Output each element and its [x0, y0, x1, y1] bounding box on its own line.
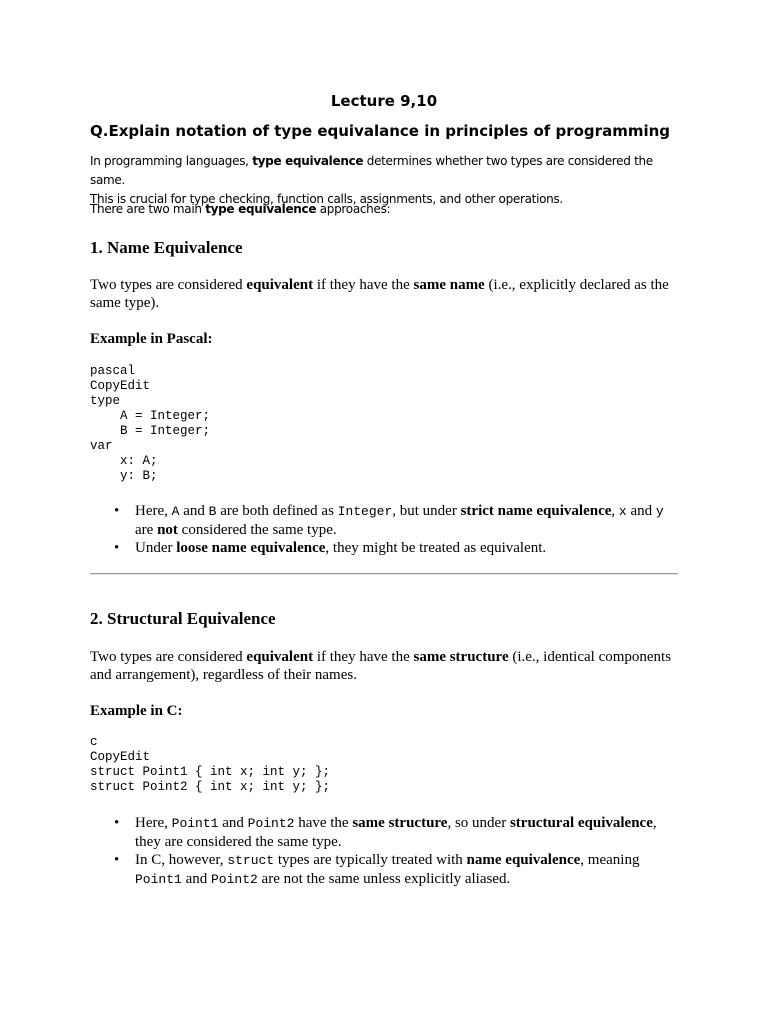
document-title: Lecture 9,10 — [330, 92, 438, 110]
structural-equivalence-description: Two types are considered equivalent if they have the same structure (i.e., identical components and arrangement), regardless of their names. — [90, 649, 672, 683]
list-item: • Here, A and B are both defined as Integer, but under strict name equivalence, x and y are not considered the same type. — [90, 502, 678, 539]
approaches-paragraph: There are two main type equivalence approaches: — [90, 202, 391, 216]
section-heading-name-equivalence: 1. Name Equivalence — [90, 238, 243, 257]
intro-paragraph: In programming languages, type equivalence determines whether two types are considered the same. This is crucial for type checking, function calls, assignments, and other operations. — [90, 154, 653, 206]
code-block-pascal: pascal CopyEdit type A = Integer; B = Integer; var x: A; y: B; — [90, 364, 211, 483]
list-item: • Under loose name equivalence, they might be treated as equivalent. — [90, 539, 678, 557]
example-heading-pascal: Example in Pascal: — [90, 331, 213, 347]
section-divider — [90, 573, 678, 575]
list-item: • Here, Point1 and Point2 have the same structure, so under structural equivalence, they are considered the same type. — [90, 814, 678, 851]
structural-equivalence-bullets — [90, 814, 678, 889]
list-item: • In C, however, struct types are typically treated with name equivalence, meaning Point1 and Point2 are not the same unless explicitly aliased. — [90, 851, 678, 889]
code-block-c: c CopyEdit struct Point1 { int x; int y; }; struct Point2 { int x; int y; }; — [90, 735, 331, 794]
name-equivalence-description: Two types are considered equivalent if they have the same name (i.e., explicitly declared as the same type). — [90, 277, 669, 311]
question-heading: Q.Explain notation of type equivalance in principles of programming — [90, 122, 671, 140]
name-equivalence-bullets — [90, 502, 678, 557]
section-heading-structural-equivalence: 2. Structural Equivalence — [90, 609, 276, 628]
example-heading-c: Example in C: — [90, 703, 183, 719]
